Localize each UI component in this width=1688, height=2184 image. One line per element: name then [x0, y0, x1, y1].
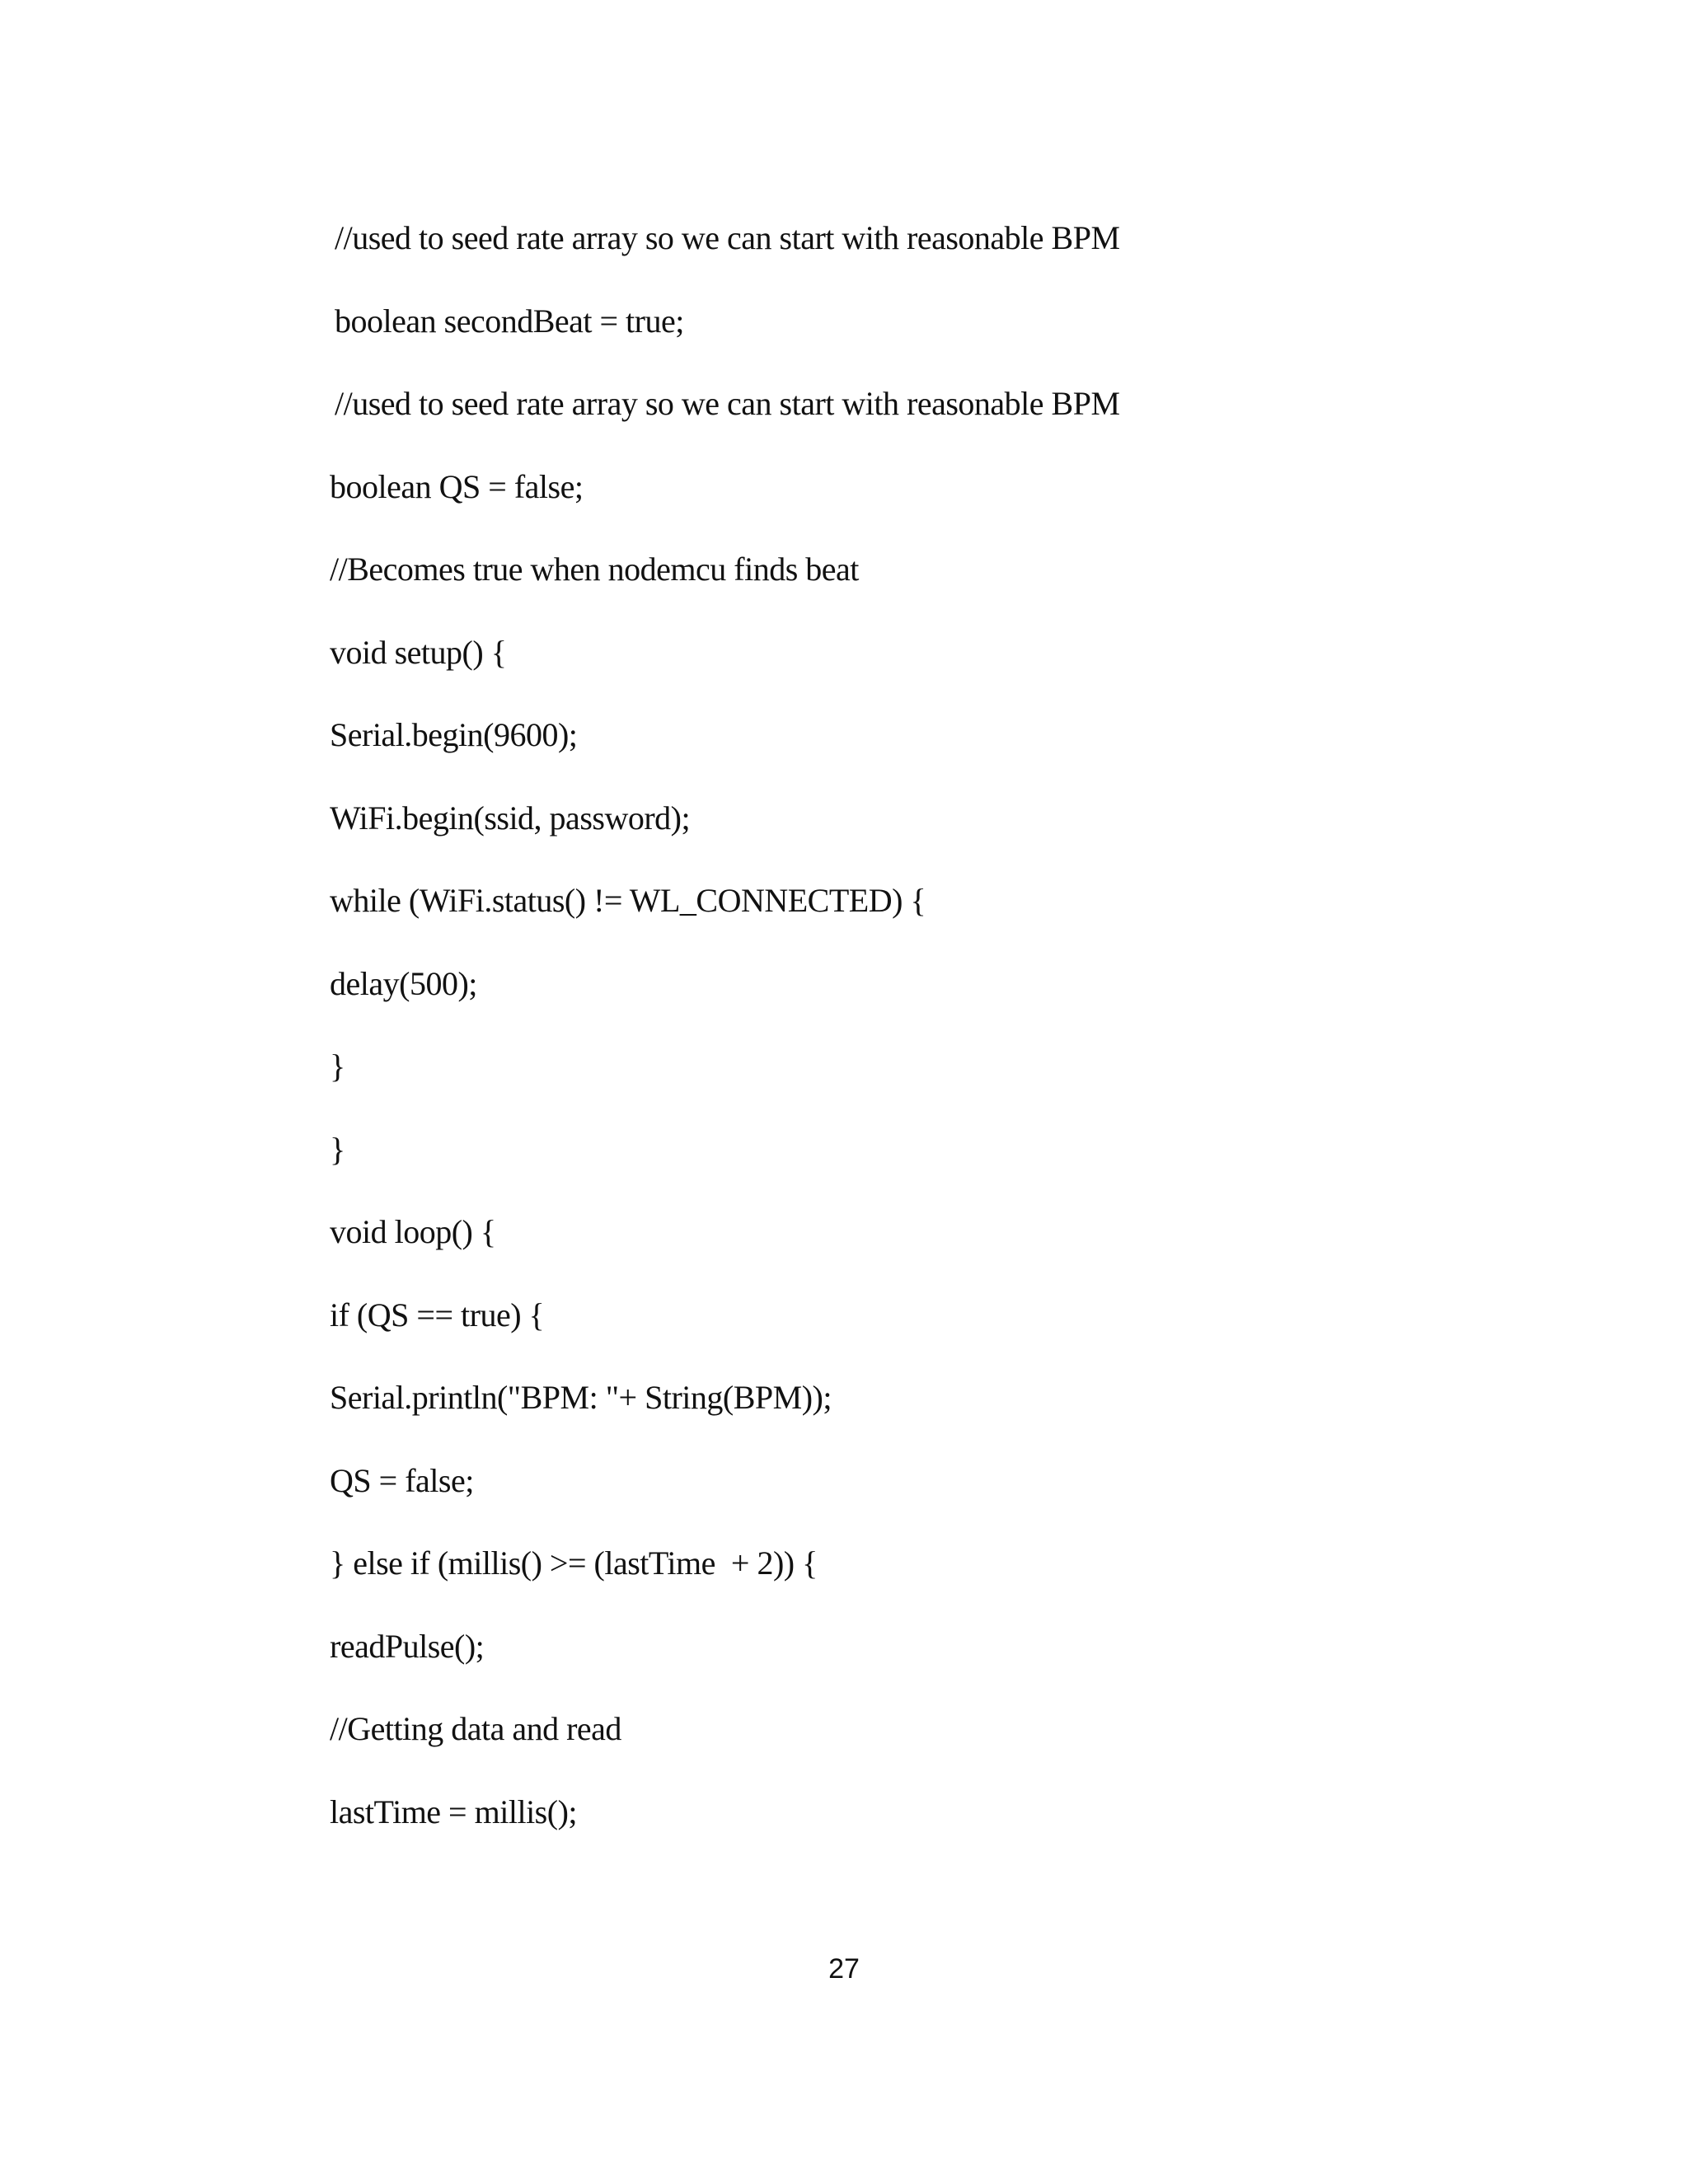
code-line: if (QS == true) { [330, 1296, 545, 1333]
code-line: boolean QS = false; [330, 467, 584, 505]
code-line: Serial.begin(9600); [330, 716, 578, 753]
code-line: WiFi.begin(ssid, password); [330, 799, 691, 837]
code-line: delay(500); [330, 964, 477, 1002]
code-line: boolean secondBeat = true; [335, 302, 684, 340]
code-line: void loop() { [330, 1213, 496, 1250]
code-line: QS = false; [330, 1461, 474, 1499]
code-line: void setup() { [330, 633, 507, 671]
code-line: //Getting data and read [330, 1710, 621, 1747]
code-listing [330, 216, 1566, 1872]
code-line: //used to seed rate array so we can start with reasonable BPM [335, 219, 1120, 256]
code-line: //used to seed rate array so we can start with reasonable BPM [335, 385, 1120, 422]
code-line: Serial.println("BPM: "+ String(BPM)); [330, 1379, 832, 1416]
code-line: //Becomes true when nodemcu finds beat [330, 551, 859, 588]
code-line: while (WiFi.status() != WL_CONNECTED) { [330, 882, 926, 919]
code-line: readPulse(); [330, 1627, 485, 1665]
page-number: 27 [828, 1953, 860, 1985]
code-line: lastTime = millis(); [330, 1793, 577, 1830]
code-line: } [330, 1047, 345, 1085]
code-line: } else if (millis() >= (lastTime + 2)) { [330, 1544, 818, 1582]
code-line: } [330, 1130, 345, 1168]
